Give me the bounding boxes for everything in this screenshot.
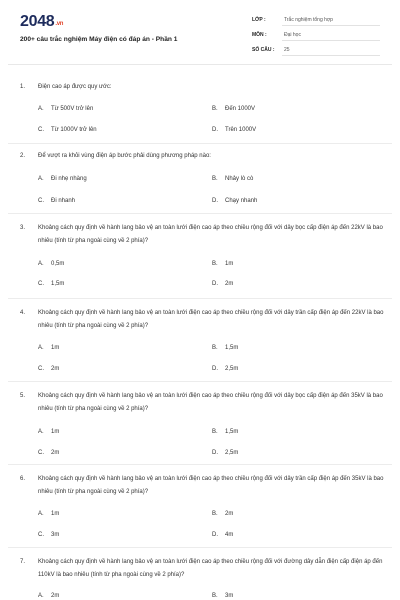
- option-c[interactable]: [38, 450, 59, 456]
- option-text: 1m: [51, 511, 60, 517]
- option-key: B.: [212, 593, 218, 599]
- option-c[interactable]: [38, 127, 97, 133]
- option-d[interactable]: [212, 450, 238, 456]
- question-text: Điện cao áp được quy ước:: [38, 84, 112, 90]
- option-key: C.: [38, 127, 44, 133]
- question-divider: [8, 464, 392, 465]
- option-b[interactable]: [212, 176, 253, 182]
- question-text: Khoảng cách quy định về hành lang bảo vệ an toàn lưới điện cao áp theo chiều rộng đối với dây trần cấp điện áp đến 22kV là bao nhiêu (tính từ pha ngoài cùng về 2 phía)?: [38, 310, 384, 329]
- question-divider: [8, 143, 392, 144]
- option-text: 1m: [51, 429, 60, 435]
- option-key: B.: [212, 511, 218, 517]
- option-text: Từ 1000V trở lên: [51, 127, 97, 133]
- header-divider: [8, 64, 392, 65]
- option-key: A.: [38, 261, 44, 267]
- option-text: Từ 500V trở lên: [51, 106, 94, 112]
- option-text: Đến 1000V: [225, 106, 256, 112]
- option-key: C.: [38, 450, 44, 456]
- question-number: 4.: [20, 310, 26, 316]
- option-text: Nhảy lò cò: [225, 176, 254, 182]
- option-key: C.: [38, 198, 44, 204]
- meta-count-value: 25: [284, 47, 290, 53]
- question-number: 5.: [20, 393, 26, 399]
- option-d[interactable]: [212, 198, 257, 204]
- option-text: 2,5m: [225, 450, 239, 456]
- option-a[interactable]: [38, 345, 59, 351]
- question-divider: [8, 547, 392, 548]
- option-a[interactable]: [38, 176, 87, 182]
- question-number: 7.: [20, 559, 26, 565]
- question-text: Khoảng cách quy định về hành lang bảo vệ an toàn lưới điện cao áp theo chiều rộng đối với dây trần cấp điện áp đến 35kV là bao nhiêu (tính từ pha ngoài cùng về 2 phía)?: [38, 476, 384, 495]
- option-c[interactable]: [38, 366, 59, 372]
- option-key: B.: [212, 106, 218, 112]
- meta-grade: [252, 17, 380, 27]
- option-text: 1m: [225, 261, 234, 267]
- option-a[interactable]: [38, 511, 59, 517]
- option-c[interactable]: [38, 198, 75, 204]
- meta-grade-rule: [282, 25, 380, 26]
- option-text: 2m: [51, 450, 60, 456]
- option-text: 3m: [225, 593, 234, 599]
- option-a[interactable]: [38, 593, 59, 599]
- option-text: 2m: [51, 593, 60, 599]
- option-d[interactable]: [212, 366, 238, 372]
- option-text: 1,5m: [225, 429, 239, 435]
- option-text: Trên 1000V: [225, 127, 257, 133]
- option-d[interactable]: [212, 281, 233, 287]
- option-key: D.: [212, 198, 218, 204]
- option-d[interactable]: [212, 532, 233, 538]
- option-key: D.: [212, 281, 218, 287]
- option-text: Chạy nhanh: [225, 198, 258, 204]
- question-divider: [8, 381, 392, 382]
- question-divider: [8, 298, 392, 299]
- option-key: A.: [38, 511, 44, 517]
- option-key: D.: [212, 127, 218, 133]
- option-key: B.: [212, 429, 218, 435]
- meta-count-label: SỐ CÂU :: [252, 47, 275, 53]
- option-key: A.: [38, 429, 44, 435]
- option-a[interactable]: [38, 261, 64, 267]
- question-text: Khoảng cách quy định về hành lang bảo vệ an toàn lưới điện cao áp theo chiều rộng đối với dây bọc cấp điện áp đến 22kV là bao nhiêu (tính từ pha ngoài cùng về 2 phía)?: [38, 225, 383, 244]
- option-d[interactable]: [212, 127, 256, 133]
- option-key: C.: [38, 281, 44, 287]
- meta-subject-value: Đại học: [284, 32, 301, 38]
- option-key: A.: [38, 345, 44, 351]
- option-text: 2m: [225, 281, 234, 287]
- meta-subject-label: MÔN :: [252, 32, 267, 38]
- question-text: Khoảng cách quy định về hành lang bảo vệ an toàn lưới điện cao áp theo chiều rộng đối với dây bọc cấp điện áp đến 35kV là bao nhiêu (tính từ pha ngoài cùng về 2 phía)?: [38, 393, 383, 412]
- meta-grade-label: LỚP :: [252, 17, 266, 23]
- question-number: 2.: [20, 153, 26, 159]
- question-text: Để vượt ra khỏi vùng điện áp bước phải dùng phương pháp nào:: [38, 153, 211, 159]
- option-key: B.: [212, 345, 218, 351]
- document-title: 200+ câu trắc nghiệm Máy điện có đáp án - Phần 1: [20, 36, 178, 43]
- site-logo[interactable]: [20, 13, 63, 31]
- option-b[interactable]: [212, 511, 233, 517]
- question-number: 6.: [20, 476, 26, 482]
- option-b[interactable]: [212, 345, 238, 351]
- option-key: D.: [212, 366, 218, 372]
- option-text: Đi nhanh: [51, 198, 76, 204]
- option-b[interactable]: [212, 106, 255, 112]
- option-b[interactable]: [212, 593, 233, 599]
- site-logo-suffix: .vn: [55, 21, 64, 27]
- option-key: C.: [38, 366, 44, 372]
- question-divider: [8, 213, 392, 214]
- option-text: 1m: [51, 345, 60, 351]
- option-text: 2,5m: [225, 366, 239, 372]
- option-key: A.: [38, 593, 44, 599]
- option-b[interactable]: [212, 429, 238, 435]
- option-c[interactable]: [38, 281, 64, 287]
- option-text: 0,5m: [51, 261, 65, 267]
- option-key: A.: [38, 106, 44, 112]
- site-logo-text: 2048: [20, 13, 55, 30]
- option-key: C.: [38, 532, 44, 538]
- option-key: D.: [212, 532, 218, 538]
- option-key: B.: [212, 261, 218, 267]
- meta-subject: [252, 32, 380, 42]
- question-text: Khoảng cách quy định về hành lang bảo vệ an toàn lưới điện cao áp theo chiều rộng đối với đường dây dẫn điện cấp điện áp đến 110kV là bao nhiêu (tính từ pha ngoài cùng về 2 phía)?: [38, 559, 383, 578]
- option-text: 3m: [51, 532, 60, 538]
- option-text: 2m: [51, 366, 60, 372]
- meta-question-count: [252, 47, 380, 57]
- option-key: B.: [212, 176, 218, 182]
- option-b[interactable]: [212, 261, 233, 267]
- option-key: D.: [212, 450, 218, 456]
- option-text: 2m: [225, 511, 234, 517]
- meta-subject-rule: [282, 40, 380, 41]
- option-c[interactable]: [38, 532, 59, 538]
- option-a[interactable]: [38, 429, 59, 435]
- option-text: 4m: [225, 532, 234, 538]
- option-text: 1,5m: [225, 345, 239, 351]
- option-text: Đi nhẹ nhàng: [51, 176, 87, 182]
- option-key: A.: [38, 176, 44, 182]
- option-a[interactable]: [38, 106, 93, 112]
- option-text: 1,5m: [51, 281, 65, 287]
- question-number: 3.: [20, 225, 26, 231]
- meta-grade-value: Trắc nghiệm tổng hợp: [284, 17, 333, 23]
- question-number: 1.: [20, 84, 26, 90]
- meta-count-rule: [282, 55, 380, 56]
